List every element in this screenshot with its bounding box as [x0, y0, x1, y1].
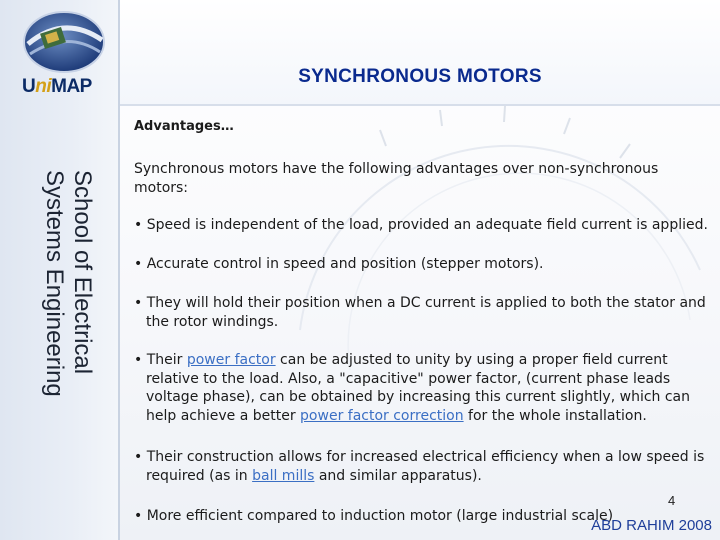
- bullet-text: • More efficient compared to induction motor (large industrial scale): [134, 508, 614, 524]
- bullet-text: • Accurate control in speed and position (stepper motors).: [134, 256, 544, 272]
- ball-mills-link[interactable]: ball mills: [252, 467, 315, 484]
- bullet-item: [134, 255, 714, 274]
- logo-wordmark: UniMAP: [22, 76, 92, 97]
- bullet-text: • They will hold their position when a DC current is applied to both the stator and the rotor windings.: [134, 295, 706, 330]
- bullet-item: [134, 507, 634, 526]
- bullet-text: • Their power factor can be adjusted to unity by using a proper field current relative to the load. Also, a "capacitive" power factor, (current phase leads voltage phase), can be obtained by increasing this current slightly, which can help achieve a better power factor correction for the whole installation.: [134, 352, 690, 424]
- power-factor-link[interactable]: power factor: [186, 352, 276, 368]
- slide-content: [134, 118, 714, 524]
- unimap-logo: [12, 4, 112, 104]
- power-factor-correction-link[interactable]: power factor correction: [300, 407, 464, 424]
- header-divider: [120, 104, 720, 106]
- globe-emblem-icon: [12, 4, 112, 76]
- side-label-line-1: School of Electrical: [69, 170, 96, 375]
- section-subheading: Advantages…: [134, 119, 234, 134]
- bullet-text: • Speed is independent of the load, provided an adequate field current is applied.: [134, 217, 708, 233]
- side-label-line-2: Systems Engineering: [41, 170, 68, 397]
- bullet-item: [134, 294, 714, 331]
- bullet-item: [134, 351, 714, 425]
- side-label: [34, 170, 96, 440]
- footer-author: ABD RAHIM 2008: [591, 517, 712, 534]
- bullet-text: • Their construction allows for increased electrical efficiency when a low speed is required (as in ball mills and similar apparatus).: [134, 449, 705, 484]
- slide-title: SYNCHRONOUS MOTORS: [298, 66, 542, 87]
- intro-paragraph: Synchronous motors have the following advantages over non-synchronous motors:: [134, 161, 659, 196]
- bullet-item: [134, 448, 714, 485]
- bullet-item: [134, 216, 714, 235]
- page-number: 4: [668, 493, 676, 508]
- header-band: [120, 0, 720, 105]
